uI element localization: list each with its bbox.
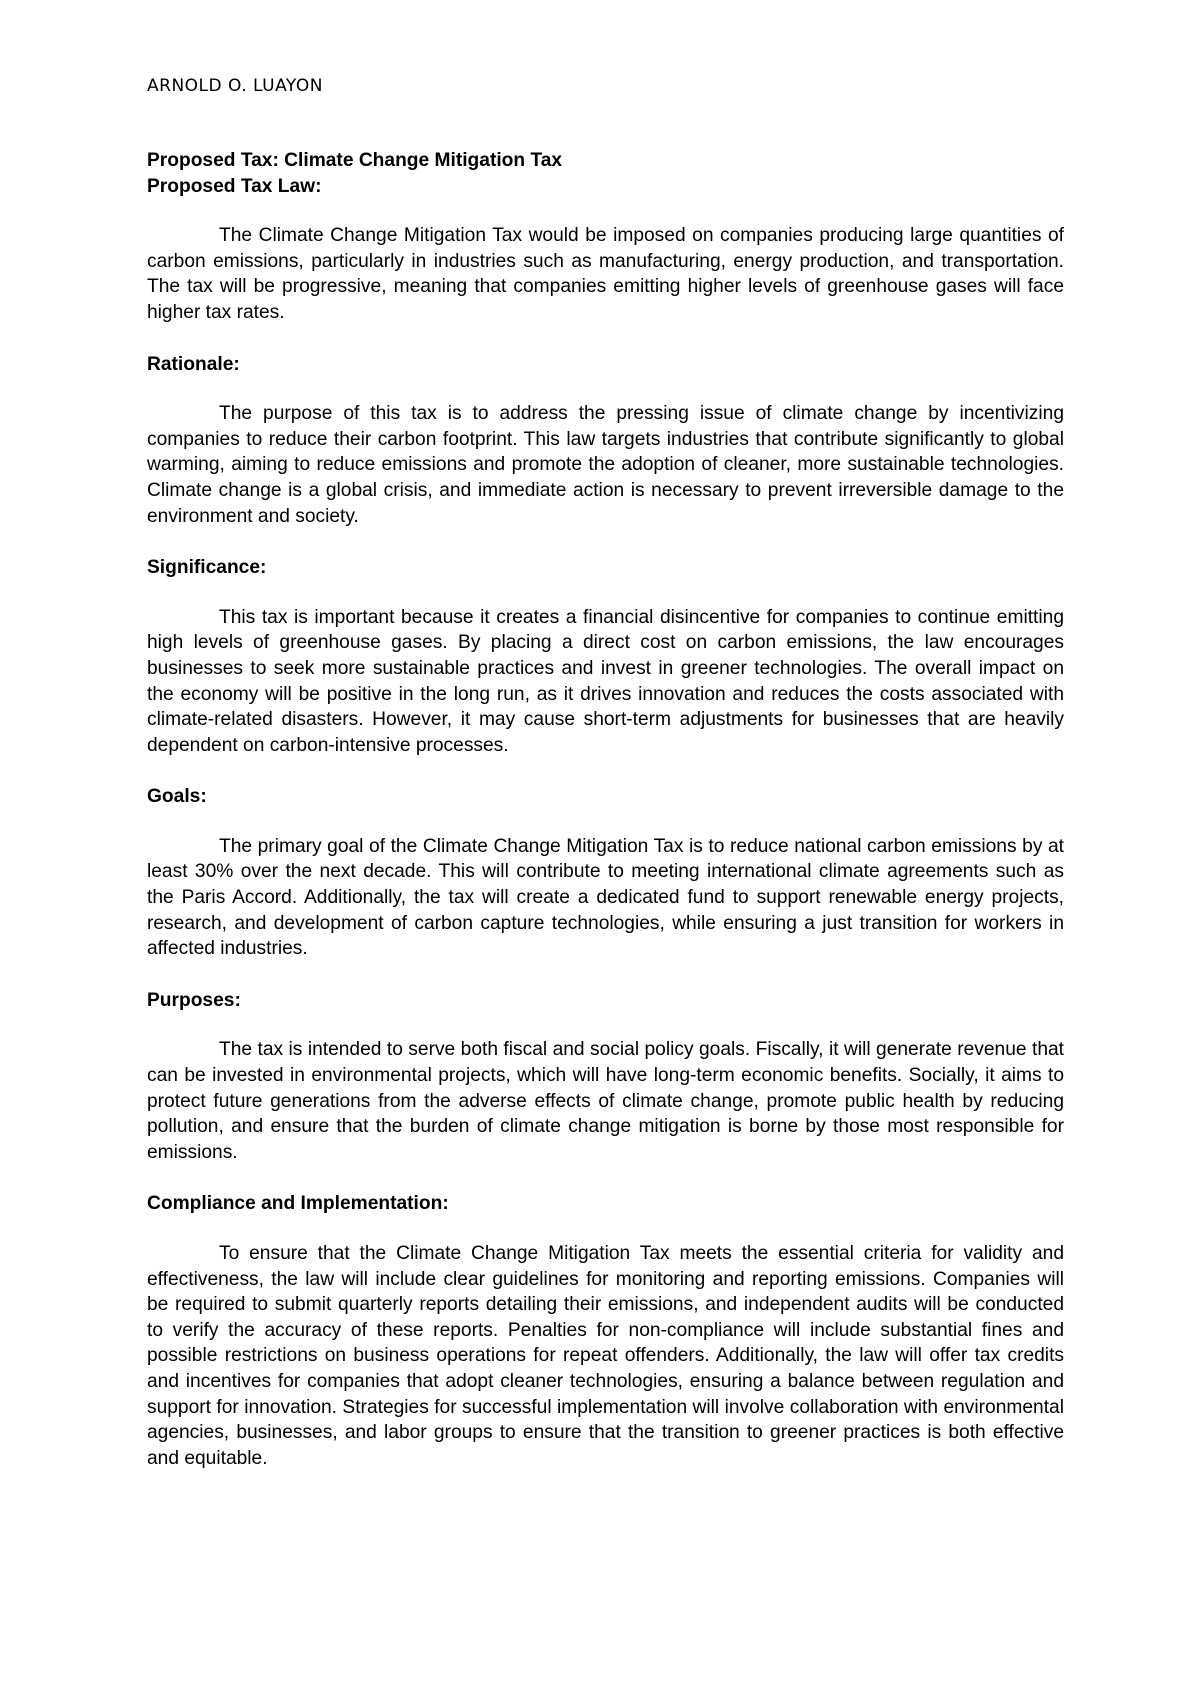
significance-paragraph: This tax is important because it creates a financial disincentive for companies to continue emitting high levels of greenhouse gases. By placing a direct cost on carbon emissions, the law encourages businesses to seek more sustainable practices and invest in greener technologies. The overall impact on the economy will be positive in the long run, as it drives innovation and reduces the costs associated with climate-related disasters. However, it may cause short-term adjustments for businesses that are heavily dependent on carbon-intensive processes. — [147, 606, 1064, 756]
goals-heading: Goals: — [147, 786, 207, 808]
compliance-heading: Compliance and Implementation: — [147, 1193, 449, 1215]
significance-heading: Significance: — [147, 557, 267, 579]
intro-paragraph: The Climate Change Mitigation Tax would be imposed on companies producing large quantities of carbon emissions, particularly in industries such as manufacturing, energy production, and transportation. The tax will be progressive, meaning that companies emitting higher levels of greenhouse gases will face higher tax rates. — [147, 225, 1064, 323]
proposed-tax-law-label: Proposed Tax Law: — [147, 175, 322, 197]
purposes-paragraph: The tax is intended to serve both fiscal and social policy goals. Fiscally, it will generate revenue that can be invested in environmental projects, which will have long-term economic benefits. Socially, it aims to protect future generations from the adverse effects of climate change, promote public health by reducing pollution, and ensure that the burden of climate change mitigation is borne by those most responsible for emissions. — [147, 1039, 1064, 1163]
author-name: ARNOLD O. LUAYON — [147, 76, 323, 96]
proposed-tax-title: Proposed Tax: Climate Change Mitigation Tax — [147, 150, 563, 171]
purposes-heading: Purposes: — [147, 989, 241, 1011]
document-body — [147, 148, 1064, 1471]
rationale-heading: Rationale: — [147, 353, 240, 375]
goals-paragraph: The primary goal of the Climate Change Mitigation Tax is to reduce national carbon emissions by at least 30% over the next decade. This will contribute to meeting international climate agreements such as the Paris Accord. Additionally, the tax will create a dedicated fund to support renewable energy projects, research, and development of carbon capture technologies, while ensuring a just transition for workers in affected industries. — [147, 835, 1064, 960]
compliance-paragraph: To ensure that the Climate Change Mitigation Tax meets the essential criteria for validity and effectiveness, the law will include clear guidelines for monitoring and reporting emissions. Companies will be required to submit quarterly reports detailing their emissions, and independent audits will be conducted to verify the accuracy of these reports. Penalties for non-compliance will include substantial fines and possible restrictions on business operations for repeat offenders. Additionally, the law will offer tax credits and incentives for companies that adopt cleaner technologies, ensuring a balance between regulation and support for innovation. Strategies for successful implementation will involve collaboration with environmental agencies, businesses, and labor groups to ensure that the transition to greener practices is both effective and equitable. — [147, 1243, 1064, 1469]
rationale-paragraph: The purpose of this tax is to address the pressing issue of climate change by incentivizing companies to reduce their carbon footprint. This law targets industries that contribute significantly to global warming, aiming to reduce emissions and promote the adoption of cleaner, more sustainable technologies. Climate change is a global crisis, and immediate action is necessary to prevent irreversible damage to the environment and society. — [147, 403, 1064, 527]
